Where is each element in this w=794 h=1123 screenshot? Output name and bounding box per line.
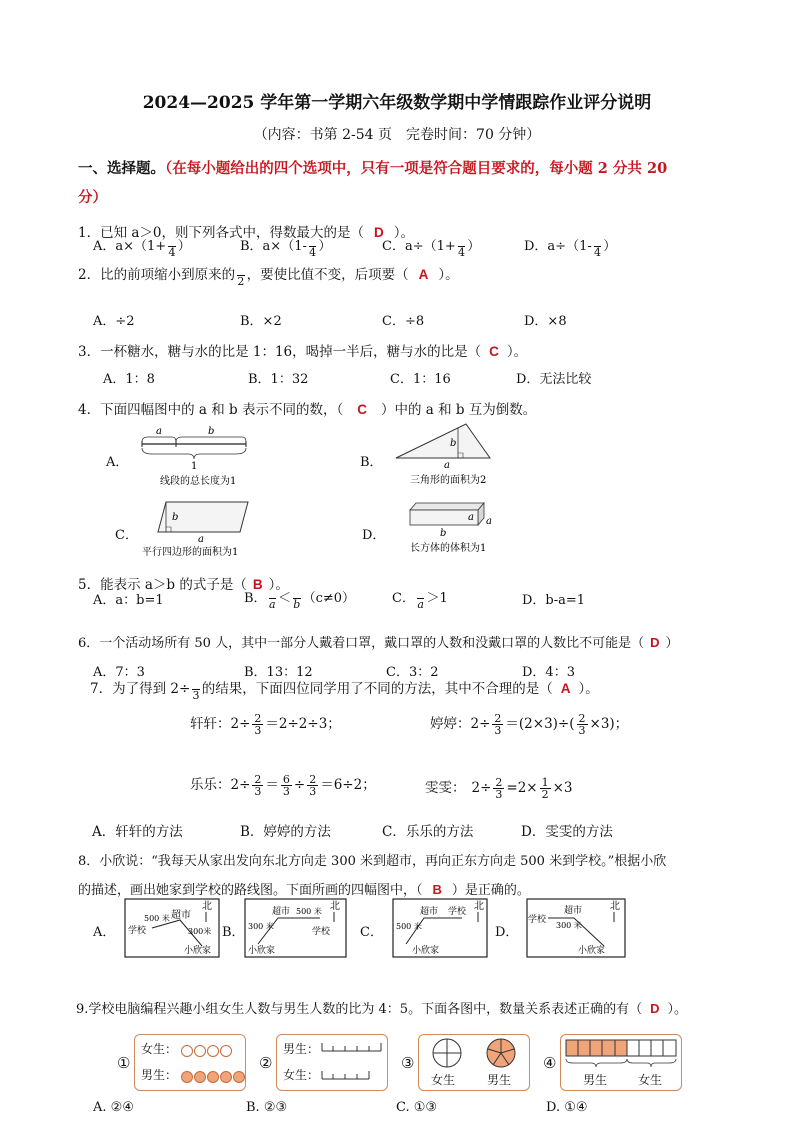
q7-option-d: D．雯雯的方法 <box>521 824 613 840</box>
svg-text:300 米: 300 米 <box>556 921 582 930</box>
q4-answer: C <box>357 402 367 417</box>
svg-text:小欣家: 小欣家 <box>412 946 440 956</box>
q5-option-d: D．b-a=1 <box>522 593 586 608</box>
q1-answer: D <box>374 225 384 240</box>
svg-text:a: a <box>156 426 162 437</box>
q4-figure-d <box>400 498 500 562</box>
svg-text:线段的总长度为1: 线段的总长度为1 <box>160 476 237 487</box>
q9-fig4-boy: 男生 <box>583 1073 608 1087</box>
question-5: 5．能表示 a＞b 的式子是（ B ）。 <box>78 577 289 593</box>
q9-num-1: ① <box>117 1054 131 1072</box>
svg-text:b: b <box>440 528 447 539</box>
svg-text:平行四边形的面积为1: 平行四边形的面积为1 <box>142 547 239 558</box>
svg-text:北: 北 <box>474 901 484 912</box>
svg-text:超市: 超市 <box>564 906 583 916</box>
q9-answer: D <box>650 1001 660 1016</box>
q2-answer: A <box>418 267 429 282</box>
question-4: 4．下面四幅图中的 a 和 b 表示不同的数，（ C ）中的 a 和 b 互为倒数。 <box>78 402 537 418</box>
q8-label-c: C． <box>360 925 383 940</box>
question-7: 7．为了得到 2÷ 3 的结果，下面四位同学用了不同的方法，其中不合理的是（ A ）。 <box>90 677 599 701</box>
svg-text:500 米: 500 米 <box>396 922 422 931</box>
q9-option-b: B. ②③ <box>246 1100 288 1115</box>
q9-fig3-circles <box>429 1038 521 1070</box>
q9-fig1-boy-label: 男生： <box>141 1068 178 1082</box>
svg-text:b: b <box>208 426 215 437</box>
svg-text:a: a <box>486 516 492 527</box>
q7-option-b: B．婷婷的方法 <box>240 824 331 840</box>
svg-text:学校: 学校 <box>448 907 467 917</box>
q7-method-4: 雯雯： 2÷ $\frac{2}{3}$ =2× $\frac{1}{2}$ ×3 <box>425 776 573 801</box>
section-title: 一、选择题。 <box>78 160 165 177</box>
svg-text:a: a <box>198 534 204 545</box>
svg-text:学校: 学校 <box>528 915 547 925</box>
q2-option-b: B．×2 <box>240 314 282 329</box>
q9-fig1-boy-circles <box>181 1068 245 1087</box>
q8-map-d <box>526 898 626 958</box>
q3-option-b: B．1：32 <box>248 372 309 387</box>
q7-method-2: 婷婷：2÷ $\frac{2}{3}$ ＝(2×3)÷( $\frac{2}{3}$ ×3)； <box>430 712 629 737</box>
q9-figure-4 <box>560 1034 682 1091</box>
q4-label-b: B． <box>360 455 383 470</box>
q3-option-a: A．1：8 <box>103 372 155 387</box>
svg-text:300 米: 300 米 <box>248 922 274 931</box>
q8-map-a <box>124 898 220 958</box>
q9-fig4-girl: 女生 <box>638 1073 663 1087</box>
svg-text:b: b <box>172 512 179 523</box>
section-note-cont: 分） <box>78 189 107 206</box>
svg-text:三角形的面积为2: 三角形的面积为2 <box>410 475 487 486</box>
svg-text:北: 北 <box>610 901 620 912</box>
section-heading <box>78 157 667 178</box>
q8-answer: B <box>432 882 442 897</box>
svg-text:北: 北 <box>330 901 340 912</box>
q3-option-c: C．1：16 <box>390 372 451 387</box>
svg-text:小欣家: 小欣家 <box>184 946 212 956</box>
q6-answer: D <box>650 635 660 650</box>
q1-stem-end: ）。 <box>393 225 415 241</box>
q9-num-4: ④ <box>543 1054 557 1072</box>
q8-label-d: D． <box>495 925 519 940</box>
section-note: （在每小题给出的四个选项中，只有一项是符合题目要求的，每小题 2 分共 20 <box>165 160 668 177</box>
q9-figure-3 <box>418 1034 530 1091</box>
q9-option-d: D. ①④ <box>546 1100 588 1115</box>
q4-label-c: C． <box>115 528 138 543</box>
svg-text:超市: 超市 <box>272 907 291 917</box>
svg-text:b: b <box>450 438 457 449</box>
q4-label-a: A． <box>106 455 129 470</box>
svg-text:500 米: 500 米 <box>296 907 322 916</box>
q8-map-c <box>392 898 488 958</box>
q7-answer: A <box>560 681 571 696</box>
q9-fig1-girl-circles <box>181 1042 232 1061</box>
q4-label-d: D． <box>362 528 386 543</box>
q9-fig3-boy: 男生 <box>487 1073 512 1087</box>
svg-text:300米: 300米 <box>188 927 212 936</box>
q6-option-d: D．4：3 <box>522 665 575 680</box>
svg-text:学校: 学校 <box>128 926 147 936</box>
q4-figure-b <box>390 418 500 488</box>
q1-option-c: C．a÷（1+ 4 ） <box>382 235 480 258</box>
svg-text:学校: 学校 <box>312 927 331 937</box>
q9-option-c: C. ①③ <box>396 1100 438 1115</box>
svg-text:a: a <box>468 512 474 523</box>
page-subtitle: （内容：书第 2-54 页 完卷时间：70 分钟） <box>253 127 541 143</box>
q2-option-d: D．×8 <box>524 314 567 329</box>
svg-text:1: 1 <box>191 461 198 472</box>
q2-option-a: A．÷2 <box>93 314 135 329</box>
svg-text:超市: 超市 <box>420 907 439 917</box>
svg-text:500 米: 500 米 <box>144 914 170 923</box>
q1-option-a: A．a×（1+ 4 ） <box>93 235 191 258</box>
q6-option-c: C．3：2 <box>386 665 439 680</box>
q9-fig4-bar <box>565 1039 677 1069</box>
q6-option-a: A．7：3 <box>93 665 145 680</box>
q9-fig2-bars <box>321 1041 383 1085</box>
q3-option-d: D．无法比较 <box>516 372 592 387</box>
q5-option-c: C． a ＞1 <box>392 587 448 610</box>
q8-map-b <box>244 898 347 958</box>
q8-label-a: A． <box>93 925 116 940</box>
q2-option-c: C．÷8 <box>382 314 425 329</box>
q5-option-a: A．a：b=1 <box>93 593 164 608</box>
question-3: 3．一杯糖水，糖与水的比是 1：16，喝掉一半后，糖与水的比是（ C ）。 <box>78 344 528 360</box>
question-2: 2．比的前项缩小到原来的 2 ，要使比值不变，后项要（ A ）。 <box>78 263 459 287</box>
q9-fig3-girl: 女生 <box>431 1073 456 1087</box>
question-9: 9.学校电脑编程兴趣小组女生人数与男生人数的比为 4：5。下面各图中，数量关系表述正确的有（ D ）。 <box>76 1001 687 1017</box>
svg-text:a: a <box>444 460 450 471</box>
q9-fig1-girl-label: 女生： <box>141 1042 178 1056</box>
q9-figure-2: 男生： 女生： <box>276 1034 388 1091</box>
q6-option-b: B．13：12 <box>244 665 313 680</box>
q7-method-1: 轩轩：2÷ $\frac{2}{3}$ ＝2÷2÷3； <box>190 712 341 737</box>
q3-answer: C <box>489 344 499 359</box>
q7-option-a: A．轩轩的方法 <box>92 824 183 840</box>
svg-text:长方体的体积为1: 长方体的体积为1 <box>410 543 487 554</box>
q9-option-a: A. ②④ <box>93 1100 134 1115</box>
q1-stem: 1．已知 a＞0，则下列各式中，得数最大的是（ <box>78 225 365 241</box>
q8-label-b: B． <box>222 925 245 940</box>
q4-figure-c <box>142 496 267 562</box>
q1-option-b: B．a×（1- 4 ） <box>240 235 331 258</box>
svg-text:小欣家: 小欣家 <box>578 946 606 956</box>
q7-option-c: C．乐乐的方法 <box>382 824 474 840</box>
q7-method-3: 乐乐：2÷ $\frac{2}{3}$ ＝ $\frac{6}{3}$ ÷ $\frac{2}{3}$ ＝6÷2； <box>190 773 376 798</box>
svg-text:超市: 超市 <box>171 910 191 921</box>
svg-text:小欣家: 小欣家 <box>248 946 276 956</box>
svg-text:北: 北 <box>202 901 212 912</box>
question-8-line-1: 8．小欣说：“我每天从家出发向东北方向走 300 米到超市，再向正东方向走 500 米到学校。”根据小欣 <box>78 854 667 869</box>
page-title: 2024—2025 学年第一学期六年级数学期中学情跟踪作业评分说明 <box>142 93 652 113</box>
q4-figure-a <box>138 424 263 488</box>
question-6: 6．一个活动场所有 50 人，其中一部分人戴着口罩，戴口罩的人数和没戴口罩的人数比不可能是（ D ） <box>78 635 679 651</box>
q9-num-3: ③ <box>401 1054 415 1072</box>
q1-option-d: D．a÷（1- 4 ） <box>524 235 616 258</box>
q9-figure-1 <box>134 1034 246 1091</box>
q5-answer: B <box>252 577 263 592</box>
question-8-line-2: 的描述，画出她家到学校的路线图。下面所画的四幅图中，（ B ）是正确的。 <box>78 882 530 898</box>
q9-num-2: ② <box>259 1054 273 1072</box>
q5-option-b: B． a ＜ b （c≠0） <box>244 587 355 610</box>
